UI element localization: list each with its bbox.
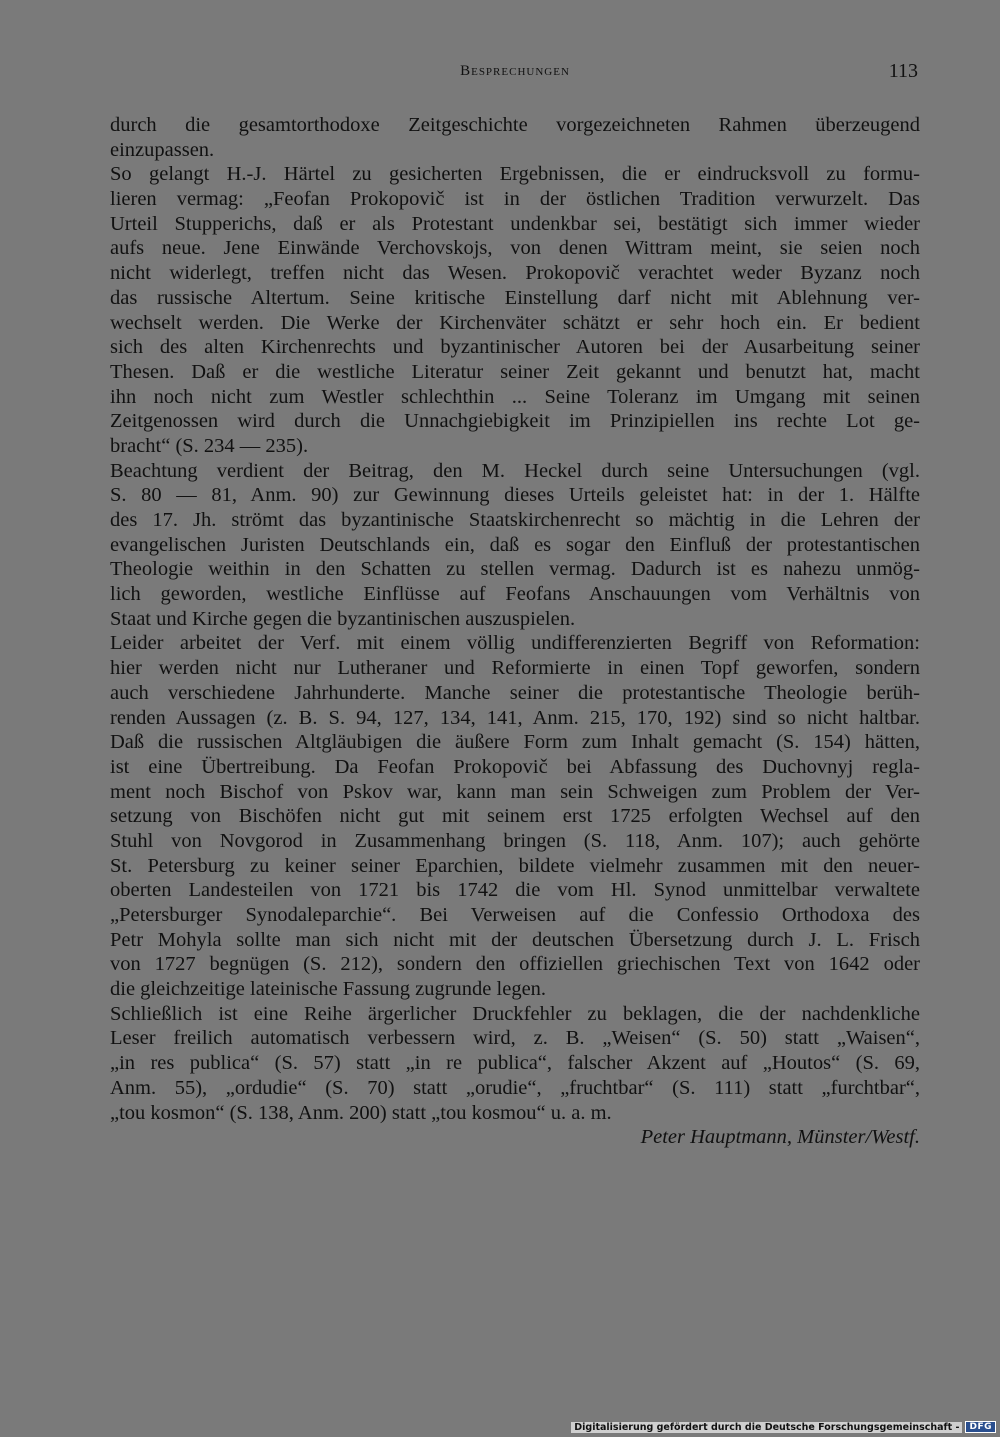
text-line: Thesen. Daß er die westliche Literatur seiner Zeit gekannt und benutzt hat, macht — [110, 360, 920, 383]
page-header — [110, 60, 920, 86]
text-line: setzung von Bischöfen nicht gut mit seinem erst 1725 erfolgten Wechsel auf den — [110, 805, 920, 828]
text-line: Leser freilich automatisch verbessern wird, z. B. „Weisen“ (S. 50) statt „Waisen“, — [110, 1027, 920, 1050]
text-line: S. 80 — 81, Anm. 90) zur Gewinnung dieses Urteils geleistet hat: in der 1. Hälfte — [110, 484, 920, 507]
text-line: St. Petersburg zu keiner seiner Eparchien, bildete vielmehr zusammen mit den neuer- — [110, 854, 920, 877]
text-line: das russische Altertum. Seine kritische Einstellung darf nicht mit Ablehnung ver- — [110, 286, 920, 309]
text-line: Petr Mohyla sollte man sich nicht mit der deutschen Übersetzung durch J. L. Frisch — [110, 928, 920, 951]
text-line: einzupassen. — [110, 138, 215, 161]
text-line: Stuhl von Novgorod in Zusammenhang bringen (S. 118, Anm. 107); auch gehörte — [110, 829, 920, 852]
text-line: lieren vermag: „Feofan Prokopovič ist in der östlichen Tradition verwurzelt. Das — [110, 188, 920, 211]
review-body — [110, 113, 920, 1150]
text-line: sich des alten Kirchenrechts und byzantinischer Autoren bei der Ausarbeitung seiner — [110, 336, 920, 359]
dfg-logo: DFG — [965, 1421, 996, 1433]
text-line: Anm. 55), „ordudie“ (S. 70) statt „orudie“, „fruchtbar“ (S. 111) statt „furchtbar“, — [110, 1076, 920, 1099]
text-line: auch verschiedene Jahrhunderte. Manche seiner die protestantische Theologie berüh- — [110, 681, 920, 704]
text-line: Staat und Kirche gegen die byzantinischen auszuspielen. — [110, 607, 576, 630]
text-line: renden Aussagen (z. B. S. 94, 127, 134, 141, Anm. 215, 170, 192) sind so nicht haltbar. — [110, 706, 920, 729]
text-line: Schließlich ist eine Reihe ärgerlicher Druckfehler zu beklagen, die der nachdenkliche — [110, 1002, 920, 1025]
text-line: aufs neue. Jene Einwände Verchovskojs, von denen Wittram meint, sie seien noch — [110, 237, 920, 260]
text-line: „Petersburger Synodaleparchie“. Bei Verweisen auf die Confessio Orthodoxa des — [110, 904, 920, 926]
text-line: evangelischen Juristen Deutschlands ein, daß es sogar den Einfluß der protestantischen — [110, 533, 920, 556]
text-line: Theologie weithin in den Schatten zu stellen vermag. Dadurch ist es nahezu unmög- — [110, 558, 920, 581]
reviewer-signature: Peter Hauptmann, Münster/Westf. — [640, 1126, 920, 1149]
funding-notice: Digitalisierung gefördert durch die Deutsche Forschungsgemeinschaft - — [571, 1422, 962, 1433]
text-line: ist eine Übertreibung. Da Feofan Prokopovič bei Abfassung des Duchovnyj regla- — [110, 755, 920, 778]
digitization-footer — [571, 1420, 996, 1434]
text-line: bracht“ (S. 234 — 235). — [110, 434, 309, 457]
text-line: hier werden nicht nur Lutheraner und Reformierte in einen Topf geworfen, sondern — [110, 657, 920, 680]
text-line: die gleichzeitige lateinische Fassung zugrunde legen. — [110, 978, 547, 1001]
text-line: durch die gesamtorthodoxe Zeitgeschichte vorgezeichneten Rahmen überzeugend — [110, 114, 920, 136]
text-line: oberten Landesteilen von 1721 bis 1742 die vom Hl. Synod unmittelbar verwaltete — [110, 879, 920, 902]
text-line: Beachtung verdient der Beitrag, den M. Heckel durch seine Untersuchungen (vgl. — [110, 459, 920, 482]
text-line: Daß die russischen Altgläubigen die äußere Form zum Inhalt gemacht (S. 154) hätten, — [110, 731, 920, 754]
text-line: Leider arbeitet der Verf. mit einem völlig undifferenzierten Begriff von Reformation: — [110, 632, 920, 655]
running-title: Besprechungen — [460, 63, 570, 79]
text-line: von 1727 begnügen (S. 212), sondern den offiziellen griechischen Text von 1642 oder — [110, 953, 920, 976]
text-line: ihn noch nicht zum Westler schlechthin ... Seine Toleranz im Umgang mit seinen — [110, 385, 920, 408]
text-line: Zeitgenossen wird durch die Unnachgiebigkeit im Prinzipiellen ins rechte Lot ge- — [110, 410, 920, 433]
text-line: wechselt werden. Die Werke der Kirchenväter schätzt er sehr hoch ein. Er bedient — [110, 311, 920, 334]
text-line: „in res publica“ (S. 57) statt „in re publica“, falscher Akzent auf „Houtos“ (S. 69, — [110, 1052, 920, 1075]
text-line: „tou kosmon“ (S. 138, Anm. 200) statt „tou kosmou“ u. a. m. — [110, 1101, 612, 1124]
text-line: nicht widerlegt, treffen nicht das Wesen. Prokopovič verachtet weder Byzanz noch — [110, 262, 920, 285]
text-line: des 17. Jh. strömt das byzantinische Staatskirchenrecht so mächtig in die Lehren der — [110, 509, 920, 531]
text-line: ment noch Bischof von Pskov war, kann man sein Schweigen zum Problem der Ver- — [110, 780, 920, 803]
text-line: lich geworden, westliche Einflüsse auf Feofans Anschauungen vom Verhältnis von — [110, 583, 920, 606]
page-number: 113 — [888, 60, 918, 82]
text-line: Urteil Stupperichs, daß er als Protestant undenkbar sei, bestätigt sich immer wieder — [110, 212, 920, 235]
text-line: So gelangt H.-J. Härtel zu gesicherten Ergebnissen, die er eindrucksvoll zu formu- — [110, 163, 920, 186]
